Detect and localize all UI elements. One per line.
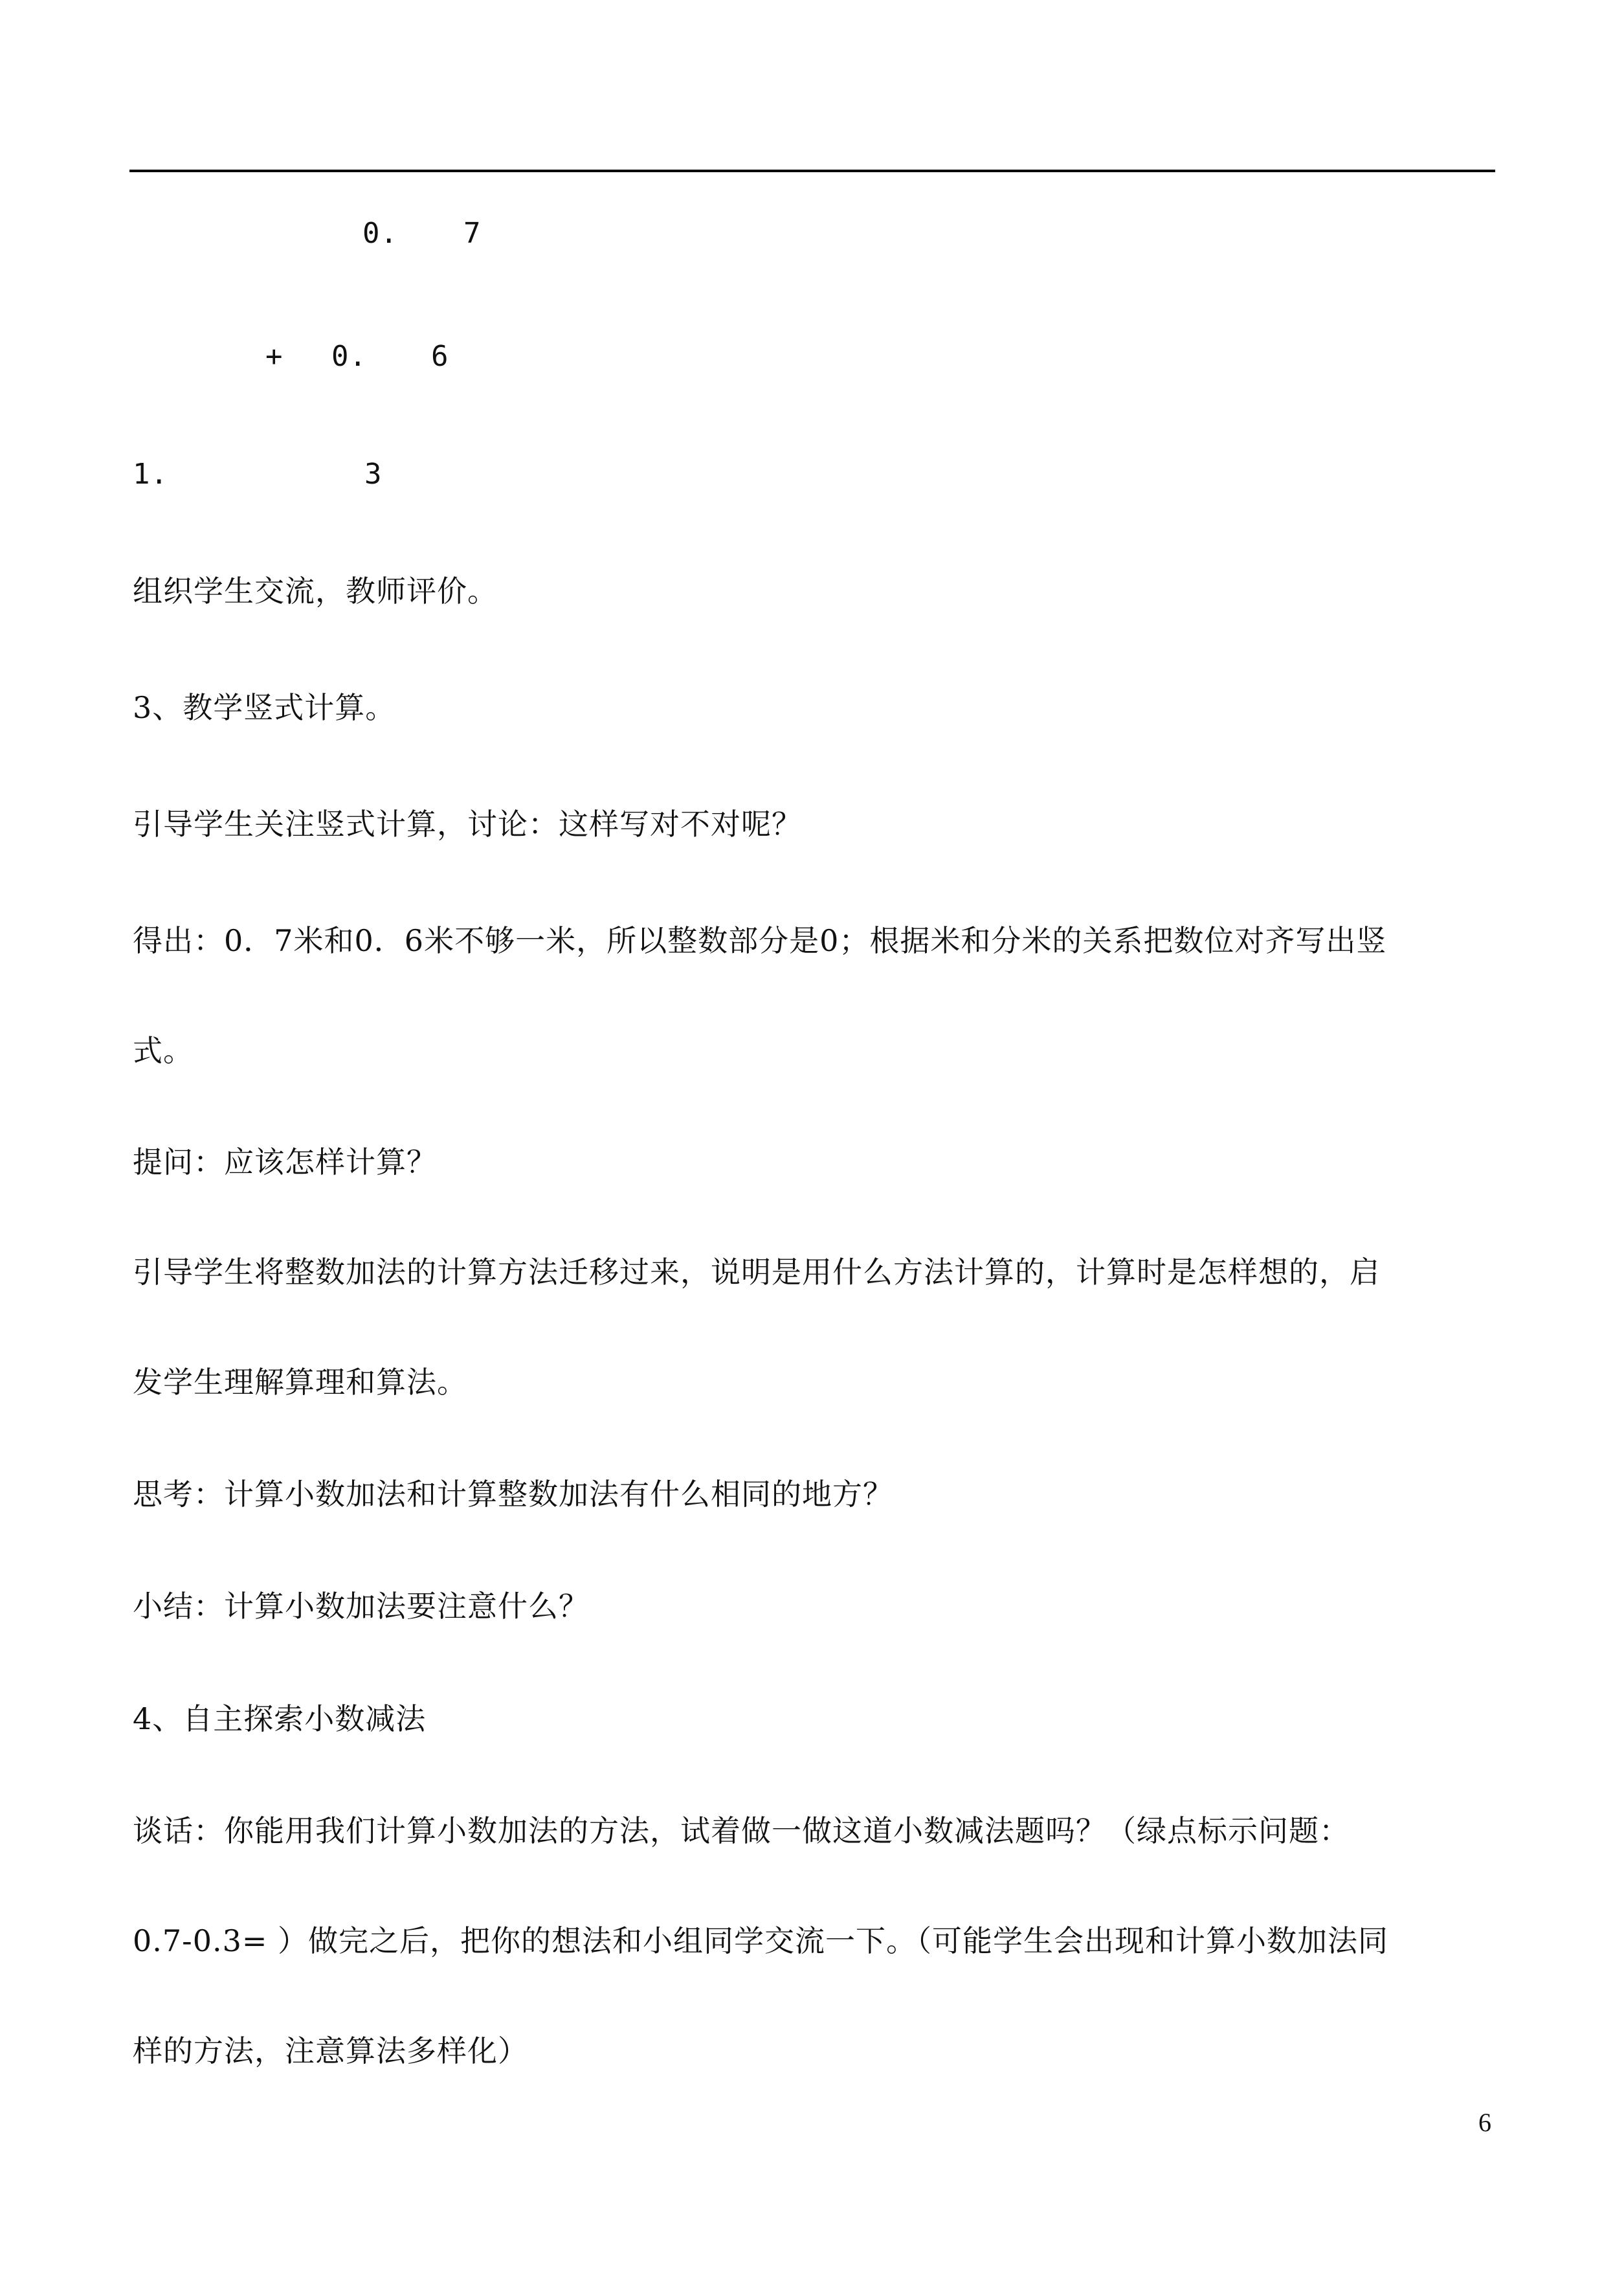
calc-result-integer: 1. (133, 458, 168, 491)
calc-plus-sign: + (265, 340, 284, 373)
paragraph-think: 思考：计算小数加法和计算整数加法有什么相同的地方？ (133, 1477, 893, 1512)
section-heading-subtraction: 4、自主探索小数减法 (133, 1701, 427, 1736)
paragraph-transfer-line2: 发学生理解算理和算法。 (133, 1365, 467, 1400)
header-rule (129, 170, 1495, 172)
calc-row1-decimal: 7 (463, 217, 482, 250)
calc-row1-integer: 0. (362, 217, 398, 250)
page-number: 6 (1478, 2108, 1491, 2137)
paragraph-summary: 小结：计算小数加法要注意什么？ (133, 1589, 589, 1624)
calc-result-decimal: 3 (364, 458, 383, 491)
paragraph-conclusion-line1: 得出：0．7米和0．6米不够一米，所以整数部分是0；根据米和分米的关系把数位对齐写出竖 (133, 923, 1387, 958)
paragraph-transfer-line1: 引导学生将整数加法的计算方法迁移过来，说明是用什么方法计算的，计算时是怎样想的，启 (133, 1255, 1380, 1290)
paragraph-discussion: 组织学生交流，教师评价。 (133, 574, 498, 609)
paragraph-guide-vertical: 引导学生关注竖式计算，讨论：这样写对不对呢？ (133, 807, 802, 842)
paragraph-conclusion-line2: 式。 (133, 1033, 194, 1068)
paragraph-question: 提问：应该怎样计算？ (133, 1145, 437, 1180)
paragraph-talk-line1: 谈话：你能用我们计算小数加法的方法，试着做一做这道小数减法题吗？（绿点标示问题： (133, 1813, 1350, 1848)
paragraph-talk-line3: 样的方法，注意算法多样化） (133, 2033, 528, 2068)
calc-row2-integer: 0. (331, 340, 367, 373)
paragraph-talk-line2: 0.7-0.3= ）做完之后，把你的想法和小组同学交流一下。（可能学生会出现和计算小数加法同 (133, 1923, 1389, 1958)
calc-row2-decimal: 6 (431, 340, 449, 373)
section-heading-vertical-calc: 3、教学竖式计算。 (133, 690, 396, 725)
